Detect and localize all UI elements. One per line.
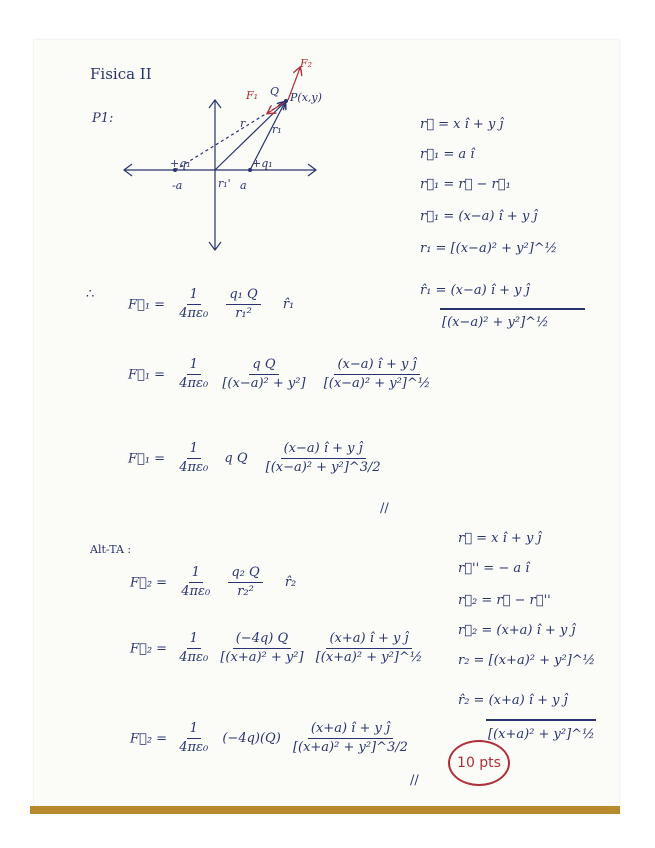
eq5-q [220, 632, 303, 666]
course-title: Fisica II [90, 65, 152, 83]
eq1 [128, 288, 294, 322]
eq2-v-den: [(x−a)² + y²]^½ [323, 376, 431, 392]
eq3-k-num: 1 [187, 442, 201, 459]
eq2-k-den: 4πε₀ [179, 376, 209, 392]
vec-line-4: r⃗₁ = (x−a) î + y ĵ [420, 209, 538, 224]
eq6-end-mark: // [410, 773, 419, 788]
vec-line-6-bar [440, 308, 585, 310]
eq4-k [181, 566, 210, 600]
eq3-v-num: (x−a) î + y ĵ [281, 442, 366, 459]
vec-line-3: r⃗₁ = r⃗ − r⃗₁ [420, 177, 511, 192]
point-p [284, 99, 288, 103]
eq4-q-den: r₂² [237, 584, 254, 600]
eq3-end-mark: // [380, 501, 389, 516]
problem-label: P1: [92, 111, 114, 126]
section2-label: Alt-TA : [90, 543, 132, 556]
eq6-v [293, 722, 408, 756]
r-label: r [240, 117, 246, 130]
eq5-v-num: (x+a) î + y ĵ [326, 632, 411, 649]
eq6-k [179, 722, 208, 756]
eq3-qq: q Q [224, 451, 248, 467]
eq6-k-den: 4πε₀ [179, 740, 209, 756]
eq4 [130, 566, 296, 600]
eq2-lhs: F⃗₁ = [128, 367, 166, 383]
eq3-lhs: F⃗₁ = [128, 451, 166, 467]
vec2-line-6-den: [(x+a)² + y²]^½ [488, 727, 595, 742]
eq6-v-den: [(x+a)² + y²]^3/2 [292, 740, 408, 756]
f1-label: F₁ [246, 89, 259, 102]
vec-line-6: r̂₁ = (x−a) î + y ĵ [420, 283, 530, 298]
eq2-q-num: q Q [249, 358, 278, 375]
eq6 [130, 722, 408, 756]
charge-diagram [120, 57, 320, 260]
eq5-q-den: [(x+a)² + y²] [220, 650, 304, 666]
eq2-q [222, 358, 305, 392]
vec2-line-6-bar [486, 719, 596, 721]
eq4-lhs: F⃗₂ = [130, 575, 168, 591]
vec-line-2: r⃗₁ = a î [420, 147, 475, 162]
eq6-lhs: F⃗₂ = [130, 731, 168, 747]
eq1-unit: r̂₁ [282, 297, 295, 313]
eq3 [128, 442, 381, 476]
eq1-q-den: r₁² [235, 306, 252, 322]
plus-a-label: a [240, 179, 247, 192]
r1-label: r₁ [272, 123, 282, 136]
eq1-k-num: 1 [187, 288, 201, 305]
therefore-symbol: ∴ [86, 287, 95, 302]
eq1-q-num: q₁ Q [226, 288, 260, 305]
eq5-k-den: 4πε₀ [179, 650, 209, 666]
vec2-line-1: r⃗ = x î + y ĵ [458, 531, 542, 546]
eq5 [130, 632, 422, 666]
eq3-v-den: [(x−a)² + y²]^3/2 [265, 460, 381, 476]
eq1-lhs: F⃗₁ = [128, 297, 166, 313]
eq1-q [226, 288, 260, 322]
vec-line-1: r⃗ = x î + y ĵ [420, 117, 504, 132]
eq1-k [179, 288, 208, 322]
q-right-label: +q₁ [252, 157, 273, 170]
eq6-v-num: (x+a) î + y ĵ [308, 722, 393, 739]
eq2-v-num: (x−a) î + y ĵ [334, 358, 419, 375]
grade-stamp: 10 pts [448, 740, 510, 786]
eq5-v-den: [(x+a)² + y²]^½ [315, 650, 423, 666]
vec2-line-6: r̂₂ = (x+a) î + y ĵ [458, 693, 568, 708]
eq3-v [266, 442, 381, 476]
vec2-line-4: r⃗₂ = (x+a) î + y ĵ [458, 623, 576, 638]
eq5-q-num: (−4q) Q [233, 632, 291, 649]
eq1-k-den: 4πε₀ [179, 306, 209, 322]
eq3-k [179, 442, 208, 476]
f2-label: F₂ [300, 57, 313, 70]
vec2-line-3: r⃗₂ = r⃗ − r⃗'' [458, 593, 551, 608]
eq3-k-den: 4πε₀ [179, 460, 209, 476]
point-label: P(x,y) [290, 91, 322, 104]
eq4-k-num: 1 [189, 566, 203, 583]
vec-line-5: r₁ = [(x−a)² + y²]^½ [420, 241, 558, 256]
vec-line-6-den: [(x−a)² + y²]^½ [442, 315, 549, 330]
eq2-v [324, 358, 431, 392]
r1-prime-label: r₁' [218, 177, 231, 190]
eq6-qq: (−4q)(Q) [222, 731, 281, 747]
eq4-q-num: q₂ Q [228, 566, 262, 583]
minus-a-label: -a [172, 179, 183, 192]
q-label: Q [270, 85, 280, 98]
eq4-q [228, 566, 262, 600]
vec2-line-5: r₂ = [(x+a)² + y²]^½ [458, 653, 596, 668]
eq2-q-den: [(x−a)² + y²] [222, 376, 306, 392]
eq4-unit: r̂₂ [284, 575, 297, 591]
eq2-k [179, 358, 208, 392]
eq6-k-num: 1 [187, 722, 201, 739]
eq5-k-num: 1 [187, 632, 201, 649]
page-edge [30, 806, 620, 814]
vec2-line-2: r⃗'' = − a î [458, 561, 530, 576]
eq5-v [316, 632, 423, 666]
eq5-lhs: F⃗₂ = [130, 641, 168, 657]
eq2 [128, 358, 430, 392]
q-left-label: +q₁ [170, 157, 191, 170]
eq5-k [179, 632, 208, 666]
eq2-k-num: 1 [187, 358, 201, 375]
eq4-k-den: 4πε₀ [181, 584, 211, 600]
